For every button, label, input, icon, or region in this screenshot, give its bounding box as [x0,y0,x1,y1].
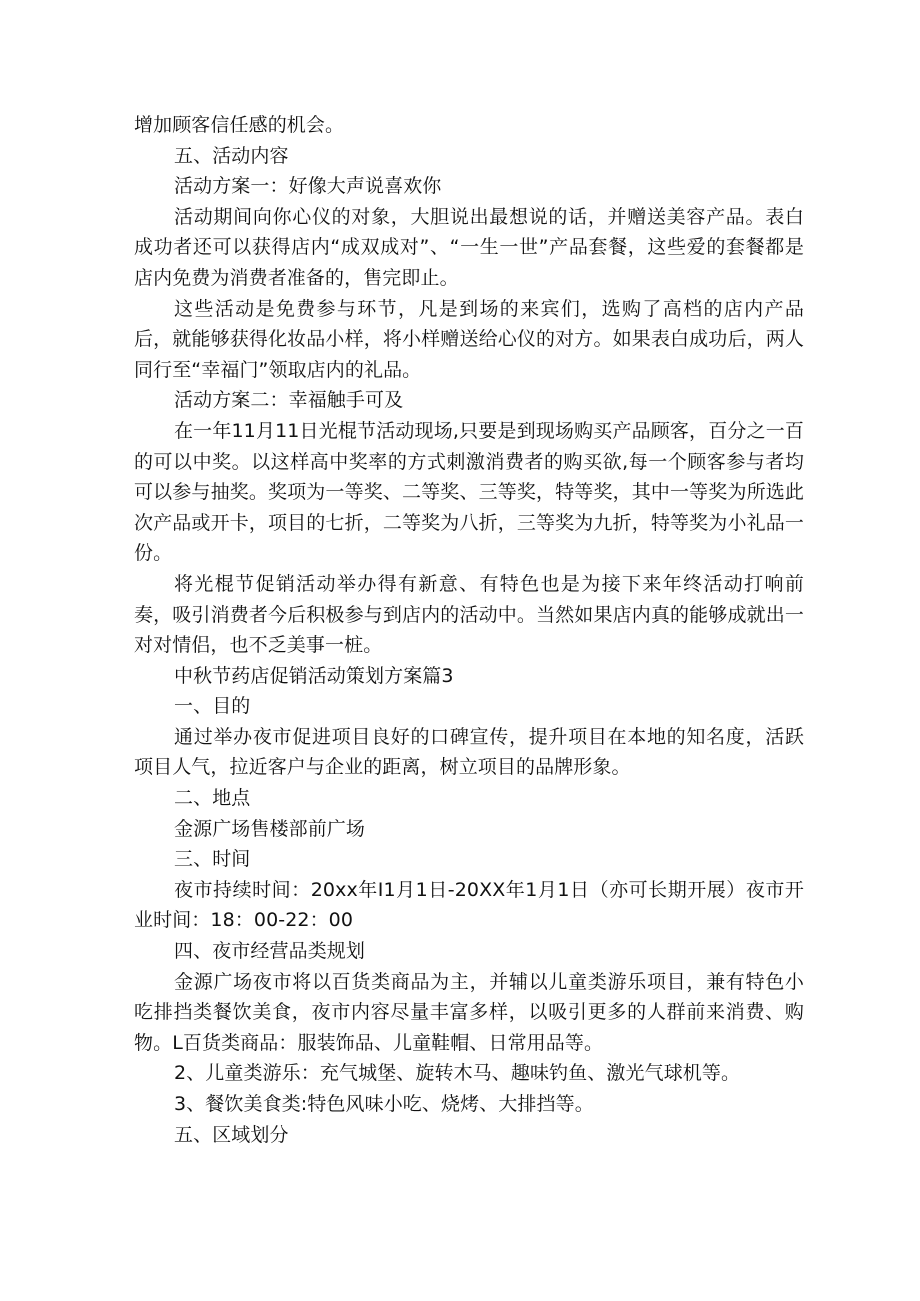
paragraph-time: 夜市持续时间：20xx年I1月1日-20XX年1月1日（亦可长期开展）夜市开业时间：18：00-22：00 [134,878,804,932]
section-heading-activity-content: 五、活动内容 [174,144,289,167]
section-heading-purpose: 一、目的 [174,695,251,718]
paragraph-1: 增加顾客信任感的机会。 [134,114,345,136]
section-heading-time: 三、时间 [174,848,251,871]
list-item-kids-rides: 2、儿童类游乐：充气城堡、旋转木马、趣味钓鱼、激光气球机等。 [174,1062,741,1085]
plan-one-title: 活动方案一：好像大声说喜欢你 [174,175,442,198]
paragraph-plan-two-desc: 在一年11月11日光棍节活动现场,只要是到现场购买产品顾客，百分之一百的可以中奖。以这样高中奖率的方式刺激消费者的购买欲,每一个顾客参与者均可以参与抽奖。奖项为一等奖、二等奖、三等奖，特等奖，其中一等奖为所选此次产品或开卡，项目的七折，二等奖为八折，三等奖为九折，特等奖为小礼品一份。 [134,419,804,565]
paragraph-purpose: 通过举办夜市促进项目良好的口碑宣传，提升项目在本地的知名度，活跃项目人气，拉近客户与企业的距离，树立项目的品牌形象。 [134,725,804,779]
paragraph-plan-one-desc: 活动期间向你心仪的对象，大胆说出最想说的话，并赠送美容产品。表白成功者还可以获得店内“成双成对”、“一生一世”产品套餐，这些爱的套餐都是店内免费为消费者准备的，售完即止。 [134,205,804,289]
list-item-food: 3、餐饮美食类:特色风味小吃、烧烤、大排挡等。 [174,1093,594,1115]
section-heading-zoning: 五、区域划分 [174,1123,289,1146]
paragraph-plan-one-free: 这些活动是免费参与环节，凡是到场的来宾们，选购了高档的店内产品后，就能够获得化妆品小样，将小样赠送给心仪的对方。如果表白成功后，两人同行至“幸福门”领取店内的礼品。 [134,297,804,381]
article-title-part3: 中秋节药店促销活动策划方案篇3 [174,664,454,687]
plan-two-title: 活动方案二：幸福触手可及 [174,389,404,412]
section-heading-category-plan: 四、夜市经营品类规划 [174,940,366,963]
document-body [134,110,804,1150]
paragraph-plan-two-summary: 将光棍节促销活动举办得有新意、有特色也是为接下来年终活动打响前奏，吸引消费者今后积极参与到店内的活动中。当然如果店内真的能够成就出一对对情侣，也不乏美事一桩。 [134,572,804,657]
section-heading-location: 二、地点 [174,787,251,810]
paragraph-category-plan: 金源广场夜市将以百货类商品为主，并辅以儿童类游乐项目，兼有特色小吃排挡类餐饮美食，夜市内容尽量丰富多样，以吸引更多的人群前来消费、购物。L百货类商品：服装饰品、儿童鞋帽、日常用品等。 [134,970,804,1054]
paragraph-location: 金源广场售楼部前广场 [174,817,366,840]
